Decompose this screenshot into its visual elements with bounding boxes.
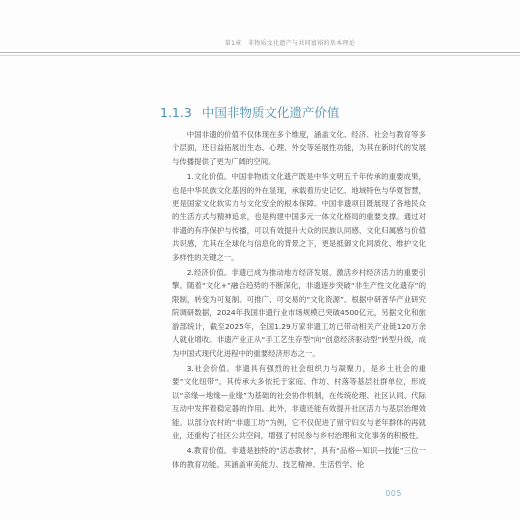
paragraph-economic-value: 2.经济价值。非遗已成为推动地方经济发展、激活乡村经济活力的重要引擎。随着“文化+”融合趋势的不断深化，非遗逐步突破“非生产性文化遗存”的限制，转变为可复制、可推广、可交易的“文化资源”。根据中研普华产业研究院调研数据，2024年我国非遗行业市场规模已突破4500亿元，另据文化和旅游部统计，截至2025年，全国1.29万家非遗工坊已带动相关产业链120万余人就业增收。非遗产业正从“手工艺生存型”向“创意经济驱动型”转型升级，成为中国式现代化进程中的重要经济形态之一。: [172, 268, 426, 358]
running-header: 第1章 非物质文化遗产与共同富裕的基本理论: [224, 40, 355, 47]
header-rule-bottom: [0, 55, 520, 56]
section-title: 中国非物质文化遗产价值: [201, 105, 340, 120]
paragraph-cultural-value: 1.文化价值。中国非物质文化遗产既是中华文明五千年传承的重要成果，也是中华民族文化基因的外在显现，承载着历史记忆、地域特色与华夏智慧，更是国家文化软实力与文化安全的根本保障。中国非遗项目既展现了各地民众的生活方式与精神追求，也是构建中国多元一体文化格局的重要支撑。通过对非遗的有序保护与传播，可以有效提升大众的民族认同感、文化归属感与价值共识感，尤其在全球化与信息化的背景之下，更是抵御文化同质化、维护文化多样性的关键之一。: [172, 172, 426, 262]
section-heading: [160, 103, 339, 121]
paragraph-social-value: 3.社会价值。非遗具有强烈的社会组织力与凝聚力，是乡土社会的重要“文化纽带”。其传承大多依托于家庭、作坊、村落等基层社群单位，形成以“亲缘—地缘—业缘”为基础的社会协作机制，在传统伦理、社区认同、代际互动中发挥着稳定器的作用。此外，非遗还能有效提升社区活力与基层治理效能。以部分农村的“非遗工坊”为例，它不仅促进了留守妇女与老年群体的再就业，还重构了社区公共空间，增强了村民参与乡村治理和文化事务的积极性。: [172, 363, 426, 440]
section-number: 1.1.3: [160, 105, 192, 120]
body-text: [172, 128, 426, 473]
header-rule-top: [0, 52, 520, 53]
page-number: 005: [385, 489, 402, 498]
paragraph-intro: 中国非遗的价值不仅体现在多个维度，涵盖文化、经济、社会与教育等多个层面，还日益拓展出生态、心理、外交等延展性功能，为其在新时代的发展与传播提供了更为广阔的空间。: [172, 130, 426, 166]
paragraph-educational-value: 4.教育价值。非遗是独特的“活态教材”，具有“品格—知识—技能”三位一体的教育功能。其涵盖审美能力、技艺精神、生活哲学、伦: [172, 446, 426, 469]
